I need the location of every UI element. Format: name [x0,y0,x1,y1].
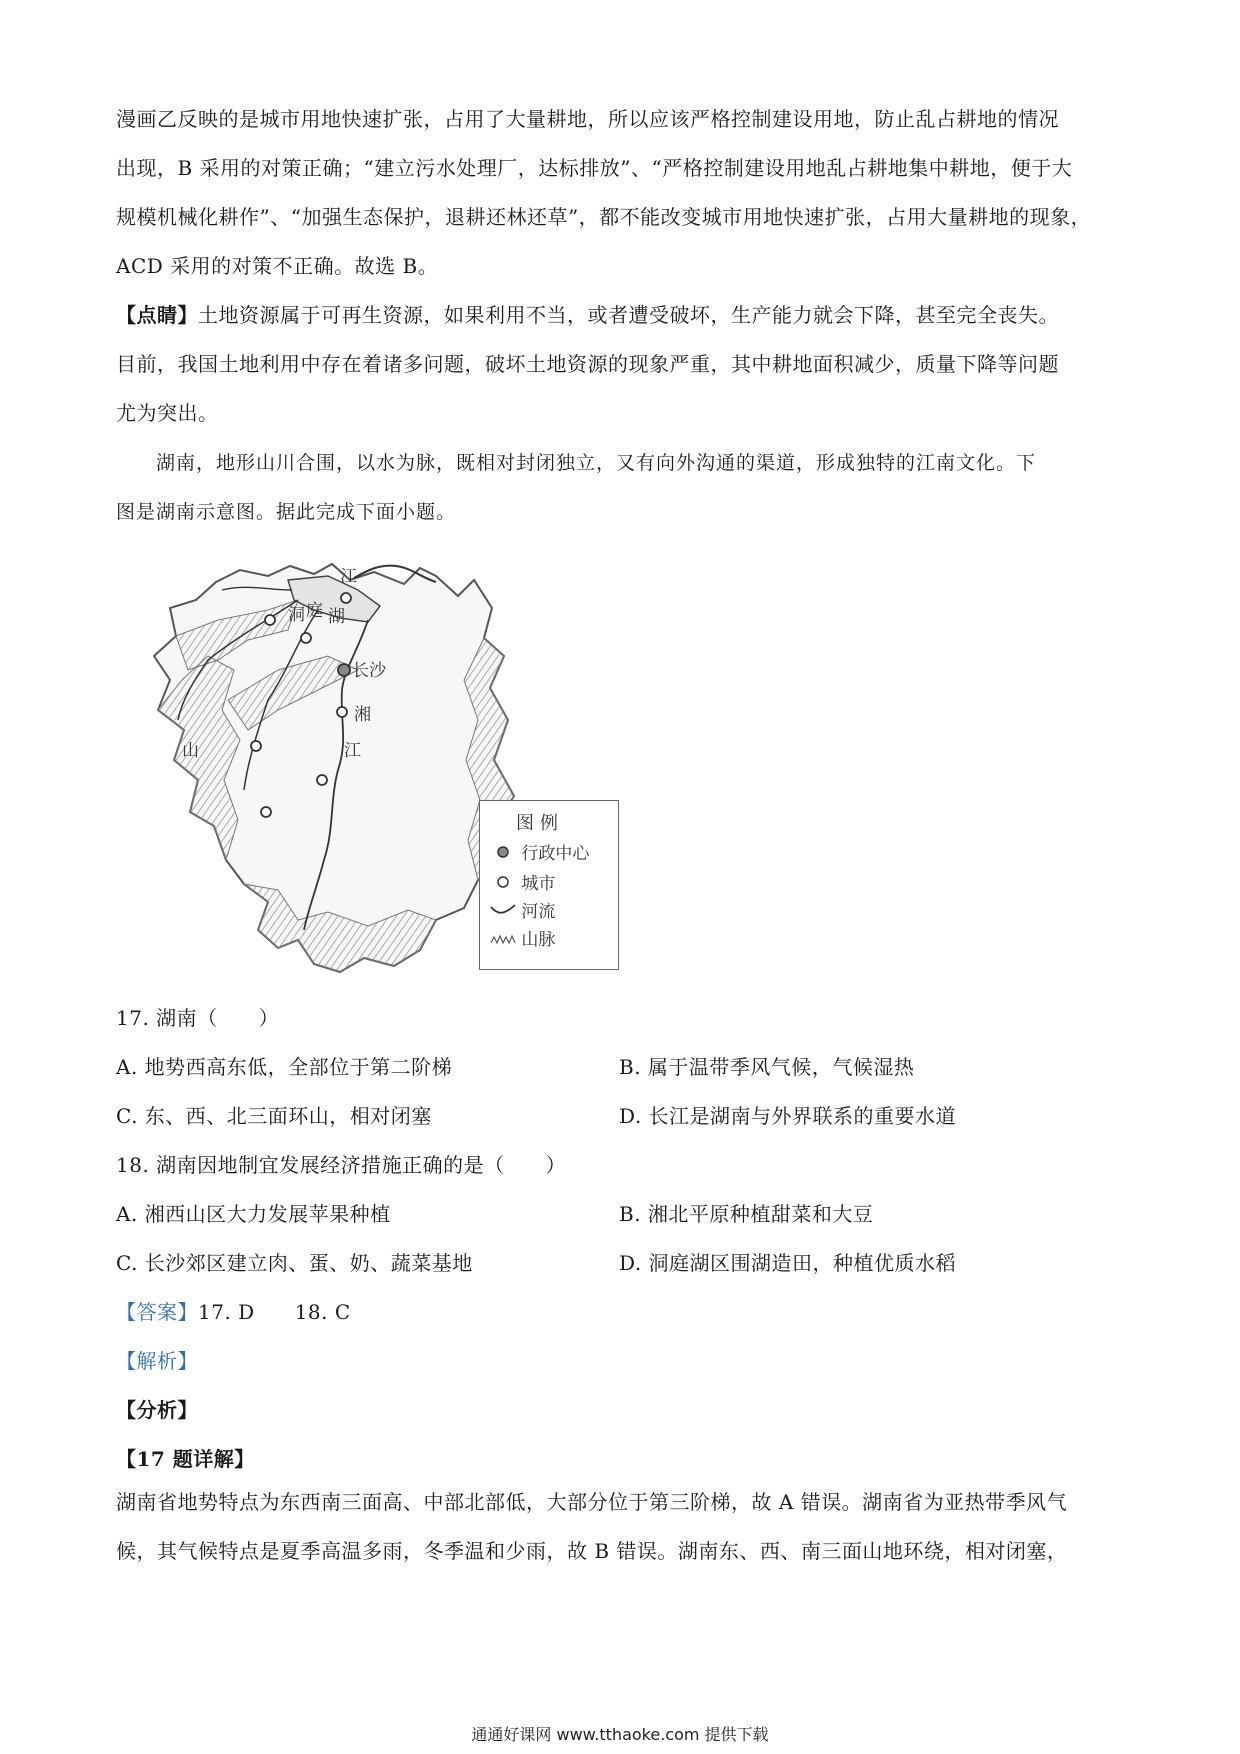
text-line: 漫画乙反映的是城市用地快速扩张，占用了大量耕地，所以应该严格控制建设用地，防止乱占耕地的情况 [116,107,1059,131]
question-18-option-b: B. 湘北平原种植甜菜和大豆 [619,1202,874,1226]
map-label: 湘 [354,705,371,725]
legend-item: 城市 [490,871,555,897]
capital-marker [338,664,350,676]
map-label: 湖 [328,607,345,627]
city-icon [490,871,516,897]
legend-item: 山脉 [490,927,555,953]
text-line: 土地资源属于可再生资源，如果利用不当，或者遭受破坏，生产能力就会下降，甚至完全丧失。 [198,303,1059,327]
question-17-option-a: A. 地势西高东低，全部位于第二阶梯 [116,1055,453,1079]
city-marker [265,615,275,625]
capital-icon [490,841,516,867]
mountain-icon [490,927,516,953]
text-line: 湖南省地势特点为东西南三面高、中部北部低，大部分位于第三阶梯，故 A 错误。湖南省为亚热带季风气 [116,1490,1068,1514]
explanation-paragraph [116,95,1126,291]
question-17-option-b: B. 属于温带季风气候，气候湿热 [619,1055,915,1079]
key-point-tag: 【点睛】 [116,303,198,327]
map-label: 江 [344,741,361,761]
detail-tag: 【17 题详解】 [116,1447,255,1471]
answer-line [116,1296,351,1325]
text-line: ACD 采用的对策不正确。故选 B。 [116,254,439,278]
question-17-stem: 17. 湖南（ ） [116,1006,280,1030]
text-line: 候，其气候特点是夏季高温多雨，冬季温和少雨，故 B 错误。湖南东、西、南三面山地环绕，相对闭塞， [116,1539,1068,1563]
analysis-subtag: 【分析】 [116,1398,198,1422]
city-marker [337,707,347,717]
map-label: 江 [340,567,357,587]
map-label: 山 [182,741,199,761]
text-line: 目前，我国土地利用中存在着诸多问题，破坏土地资源的现象严重，其中耕地面积减少，质量下降等问题 [116,352,1059,376]
map-label: 洞 [288,605,305,625]
question-17-option-d: D. 长江是湖南与外界联系的重要水道 [619,1104,957,1128]
river-icon [490,899,516,925]
map-label: 长沙 [352,661,386,681]
answer-tag: 【答案】 [116,1300,198,1324]
text-line: 图是湖南示意图。据此完成下面小题。 [116,501,457,523]
city-marker [261,807,271,817]
question-17-option-c: C. 东、西、北三面环山，相对闭塞 [116,1104,432,1128]
answer-17: 17. D [198,1300,255,1324]
page-footer: 通通好课网 www.tthaoke.com 提供下载 [471,1725,769,1744]
answer-18: 18. C [294,1300,351,1324]
text-line: 湖南，地形山川合围，以水为脉，既相对封闭独立，又有向外沟通的渠道，形成独特的江南文化。下 [156,452,1037,474]
text-line: 出现，B 采用的对策正确；“建立污水处理厂，达标排放”、“严格控制建设用地乱占耕地集中耕地，便于大 [116,156,1073,180]
question-18-option-d: D. 洞庭湖区围湖造田，种植优质水稻 [619,1251,957,1275]
city-marker [251,741,261,751]
legend-item: 河流 [490,899,555,925]
detail-paragraph [116,1478,1126,1576]
city-marker [317,775,327,785]
analysis-tag: 【解析】 [116,1349,198,1373]
map-label: 庭 [306,601,323,621]
question-intro [116,439,1126,537]
text-line: 尤为突出。 [116,401,219,425]
legend-title: 图例 [516,813,564,834]
legend-item: 行政中心 [490,841,589,867]
city-marker [301,633,311,643]
city-marker [341,593,351,603]
map-legend [479,800,619,970]
question-18-stem: 18. 湖南因地制宜发展经济措施正确的是（ ） [116,1153,567,1177]
question-18-option-a: A. 湘西山区大力发展苹果种植 [116,1202,391,1226]
key-point-paragraph [116,291,1126,438]
question-18-option-c: C. 长沙郊区建立肉、蛋、奶、蔬菜基地 [116,1251,473,1275]
text-line: 规模机械化耕作”、“加强生态保护，退耕还林还草”，都不能改变城市用地快速扩张，占用大量耕地的现象， [116,205,1092,229]
